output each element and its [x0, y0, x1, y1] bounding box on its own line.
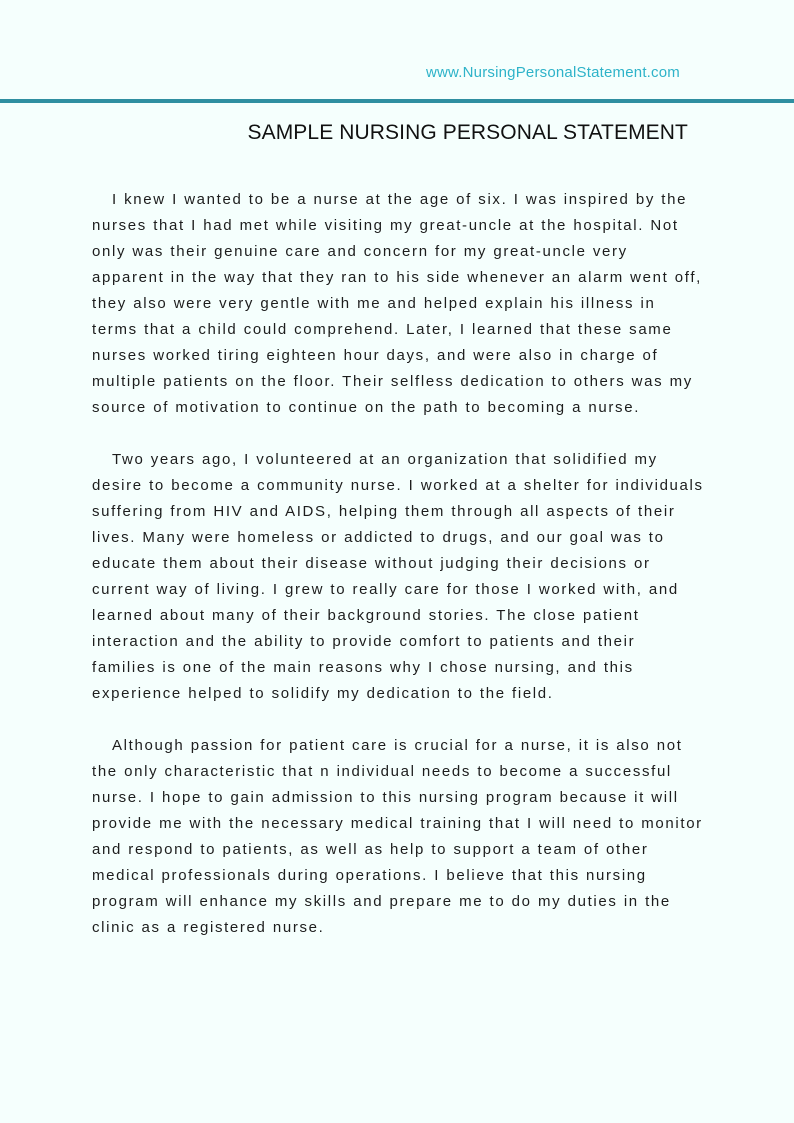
site-url-link[interactable]: www.NursingPersonalStatement.com — [425, 64, 680, 81]
paragraph: I knew I wanted to be a nurse at the age of six. I was inspired by the nurses that I had met while visiting my great-uncle at the hospital. Not only was their genuine care and concern for my great-uncle very apparent in the way that they ran to his side whenever an alarm went off, they also were very gentle with me and helped explain his illness in terms that a child could comprehend. Later, I learned that these same nurses worked tiring eighteen hour days, and were also in charge of multiple patients on the floor. Their selfless dedication to others was my source of motivation to continue on the path to becoming a nurse. — [92, 191, 702, 416]
paragraph: Two years ago, I volunteered at an organization that solidified my desire to become a community nurse. I worked at a shelter for individuals suffering from HIV and AIDS, helping them through all aspects of their lives. Many were homeless or addicted to drugs, and our goal was to educate them about their disease without judging their decisions or current way of living. I grew to really care for those I worked with, and learned about many of their background stories. The close patient interaction and the ability to provide comfort to patients and their families is one of the main reasons why I chose nursing, and this experience helped to solidify my dedication to the field. — [92, 451, 704, 702]
page-title: SAMPLE NURSING PERSONAL STATEMENT — [247, 121, 688, 144]
statement-body — [92, 187, 704, 967]
header-divider — [0, 99, 794, 103]
paragraph: Although passion for patient care is crucial for a nurse, it is also not the only characteristic that n individual needs to become a successful nurse. I hope to gain admission to this nursing program because it will provide me with the necessary medical training that I will need to monitor and respond to patients, as well as help to support a team of other medical professionals during operations. I believe that this nursing program will enhance my skills and prepare me to do my duties in the clinic as a registered nurse. — [92, 737, 703, 936]
